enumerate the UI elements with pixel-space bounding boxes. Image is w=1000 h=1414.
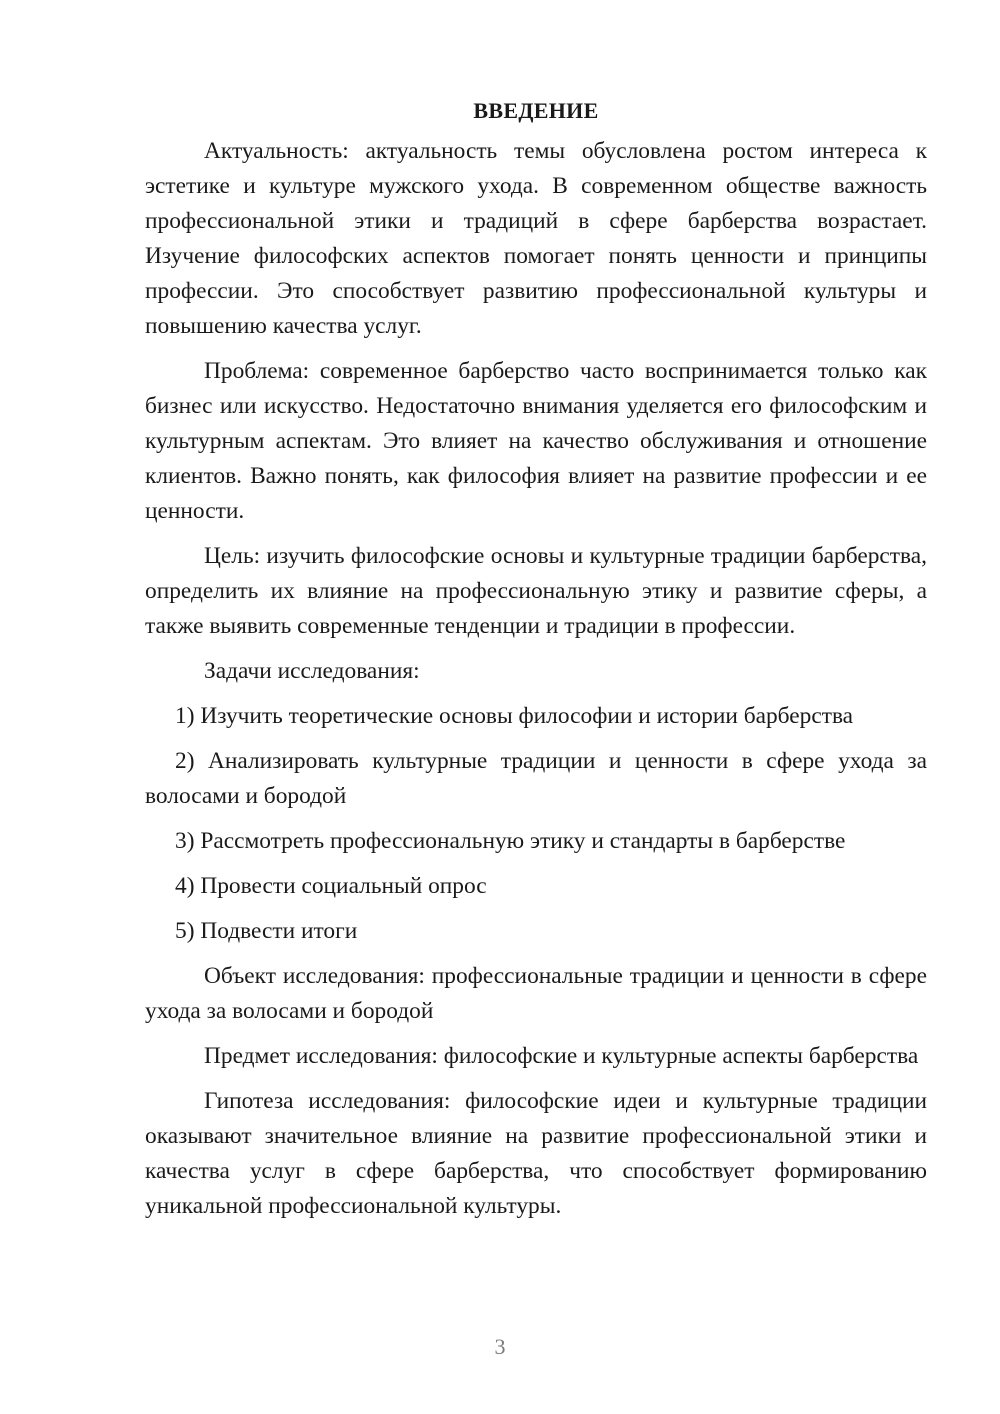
page-number: 3 <box>494 1334 506 1359</box>
problem-paragraph: Проблема: современное барберство часто воспринимается только как бизнес или искусство. Недостаточно внимания уделяется его философским и культурным аспектам. Это влияет на качество обслуживания и отношение клиентов. Важно понять, как философия влияет на развитие профессии и ее ценности. <box>145 358 927 524</box>
task-item-4: 4) Провести социальный опрос <box>175 873 487 899</box>
relevance-paragraph: Актуальность: актуальность темы обусловлена ростом интереса к эстетике и культуре мужского ухода. В современном обществе важность профессиональной этики и традиций в сфере барберства возрастает. Изучение философских аспектов помогает понять ценности и принципы профессии. Это способствует развитию профессиональной культуры и повышению качества услуг. <box>145 138 927 339</box>
hypothesis-paragraph: Гипотеза исследования: философские идеи и культурные традиции оказывают значительное влияние на развитие профессиональной этики и качества услуг в сфере барберства, что способствует формированию уникальной профессиональной культуры. <box>145 1088 927 1219</box>
tasks-heading: Задачи исследования: <box>204 658 420 684</box>
task-item-3: 3) Рассмотреть профессиональную этику и стандарты в барберстве <box>175 828 846 854</box>
object-paragraph: Объект исследования: профессиональные традиции и ценности в сфере ухода за волосами и бородой <box>145 963 927 1024</box>
task-item-1: 1) Изучить теоретические основы философии и истории барберства <box>175 703 854 729</box>
goal-paragraph: Цель: изучить философские основы и культурные традиции барберства, определить их влияние на профессиональную этику и развитие сферы, а также выявить современные тенденции и традиции в профессии. <box>145 543 927 639</box>
tasks-list <box>145 699 927 949</box>
task-item-2: 2) Анализировать культурные традиции и ценности в сфере ухода за волосами и бородой <box>145 748 927 809</box>
page-title: ВВЕДЕНИЕ <box>473 98 599 123</box>
subject-paragraph: Предмет исследования: философские и культурные аспекты барберства <box>204 1043 919 1069</box>
task-item-5: 5) Подвести итоги <box>175 918 358 944</box>
document-page <box>145 96 927 1234</box>
